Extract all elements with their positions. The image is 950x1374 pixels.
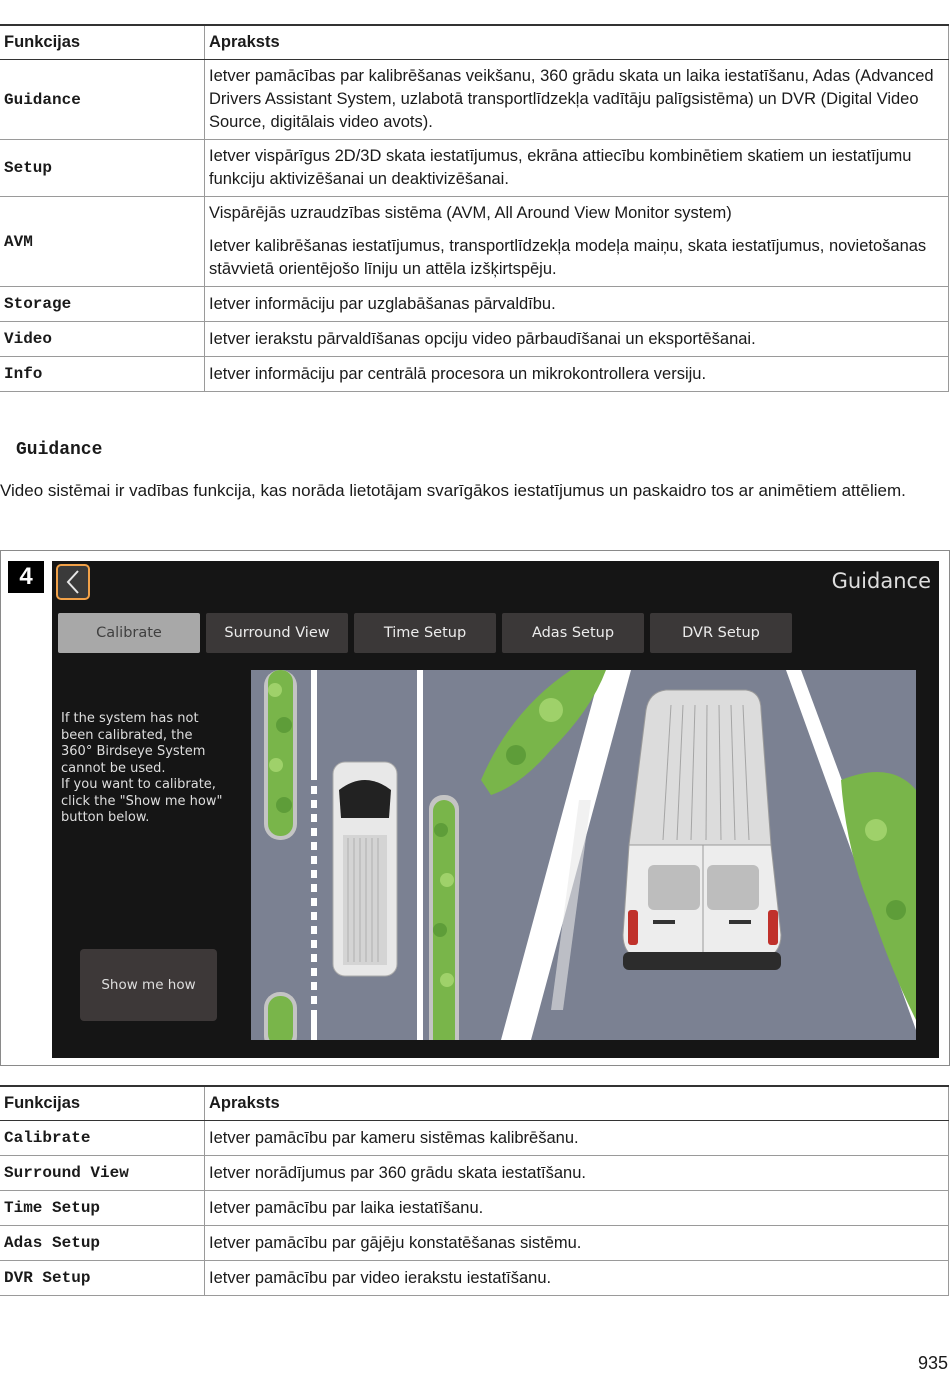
function-name: Info [4, 365, 43, 383]
function-description: Vispārējās uzraudzības sistēma (AVM, All Around View Monitor system) [209, 204, 732, 222]
parking-illustration-svg [251, 670, 916, 1040]
van-rear-view [623, 690, 781, 970]
tab-calibrate[interactable]: Calibrate [58, 613, 200, 653]
table-header-row [0, 25, 949, 60]
table-header-row [0, 1086, 949, 1121]
function-description: Ietver kalibrēšanas iestatījumus, transportlīdzekļa modeļa maiņu, skata iestatījumus, novietošanas stāvvietā orientējošo līniju un attēla izšķirtspēju. [209, 237, 927, 278]
table-row [0, 140, 949, 197]
infotainment-screen [52, 561, 939, 1058]
function-name: Storage [4, 295, 72, 313]
function-name: Adas Setup [4, 1234, 101, 1252]
show-me-how-button[interactable]: Show me how [80, 949, 217, 1021]
function-description: Ietver pamācību par laika iestatīšanu. [209, 1198, 484, 1217]
function-name: Video [4, 330, 53, 348]
section-intro: Video sistēmai ir vadības funkcija, kas norāda lietotājam svarīgākos iestatījumus un paskaidro tos ar animētiem attēliem. [0, 481, 906, 500]
column-header-functions: Funkcijas [0, 1086, 205, 1121]
table-row [0, 1156, 949, 1191]
function-name: AVM [4, 232, 33, 251]
column-header-functions: Funkcijas [0, 25, 205, 60]
figure-number: 4 [8, 561, 44, 593]
van-top-view [333, 762, 397, 976]
calibration-help-text: If the system has not been calibrated, the 360° Birdseye System cannot be used. If you want to calibrate, click the "Show me how" button below. [61, 711, 223, 825]
parking-illustration [251, 670, 916, 1040]
function-description: Ietver pamācību par video ierakstu iestatīšanu. [209, 1268, 552, 1287]
screen-title: Guidance [831, 569, 931, 593]
function-description: Ietver informāciju par uzglabāšanas pārvaldību. [209, 294, 556, 313]
tab-surround-view[interactable]: Surround View [206, 613, 348, 653]
guidance-functions-table [0, 1085, 949, 1296]
function-description: Ietver informāciju par centrālā procesora un mikrokontrollera versiju. [209, 364, 707, 383]
function-name: Guidance [4, 90, 81, 109]
function-description: Ietver norādījumus par 360 grādu skata iestatīšanu. [209, 1163, 586, 1182]
function-name: Surround View [4, 1164, 129, 1182]
function-name: DVR Setup [4, 1269, 91, 1287]
table-row [0, 322, 949, 357]
table-row [0, 357, 949, 392]
back-button[interactable] [56, 564, 90, 600]
column-header-description: Apraksts [205, 1086, 949, 1121]
function-description: Ietver ierakstu pārvaldīšanas opciju video pārbaudīšanai un eksportēšanai. [209, 329, 756, 348]
function-name: Time Setup [4, 1199, 101, 1217]
page-number: 935 [917, 1353, 948, 1373]
table-row [0, 1191, 949, 1226]
function-description: Ietver pamācību par kameru sistēmas kalibrēšanu. [209, 1128, 579, 1147]
tree-strip [429, 795, 459, 1040]
function-description: Ietver vispārīgus 2D/3D skata iestatījumus, ekrāna attiecību kombinētiem skatiem un iestatījumu funkciju aktivizēšanai un deaktivizēšanai. [209, 147, 912, 188]
function-description: Ietver pamācību par gājēju konstatēšanas sistēmu. [209, 1233, 582, 1252]
tab-adas-setup[interactable]: Adas Setup [502, 613, 644, 653]
table-row [0, 1261, 949, 1296]
function-description: Ietver pamācības par kalibrēšanas veikšanu, 360 grādu skata un laika iestatīšanu, Adas (Advanced Drivers Assistant System, uzlabotā transportlīdzekļa vadītāju palīgsistēma) un DVR (Digital Video Source, digitālais video avots). [209, 67, 934, 131]
back-arrow-icon [64, 569, 82, 595]
table-row [0, 60, 949, 140]
function-name: Calibrate [4, 1129, 91, 1147]
tab-time-setup[interactable]: Time Setup [354, 613, 496, 653]
function-name: Setup [4, 159, 53, 177]
table-row [0, 1226, 949, 1261]
tab-dvr-setup[interactable]: DVR Setup [650, 613, 792, 653]
table-row [0, 197, 949, 287]
tab-bar [58, 613, 792, 653]
figure-guidance-screen [0, 550, 950, 1066]
section-title: Guidance [16, 440, 103, 460]
table-row [0, 287, 949, 322]
functions-table [0, 24, 949, 392]
column-header-description: Apraksts [205, 25, 949, 60]
table-row [0, 1121, 949, 1156]
